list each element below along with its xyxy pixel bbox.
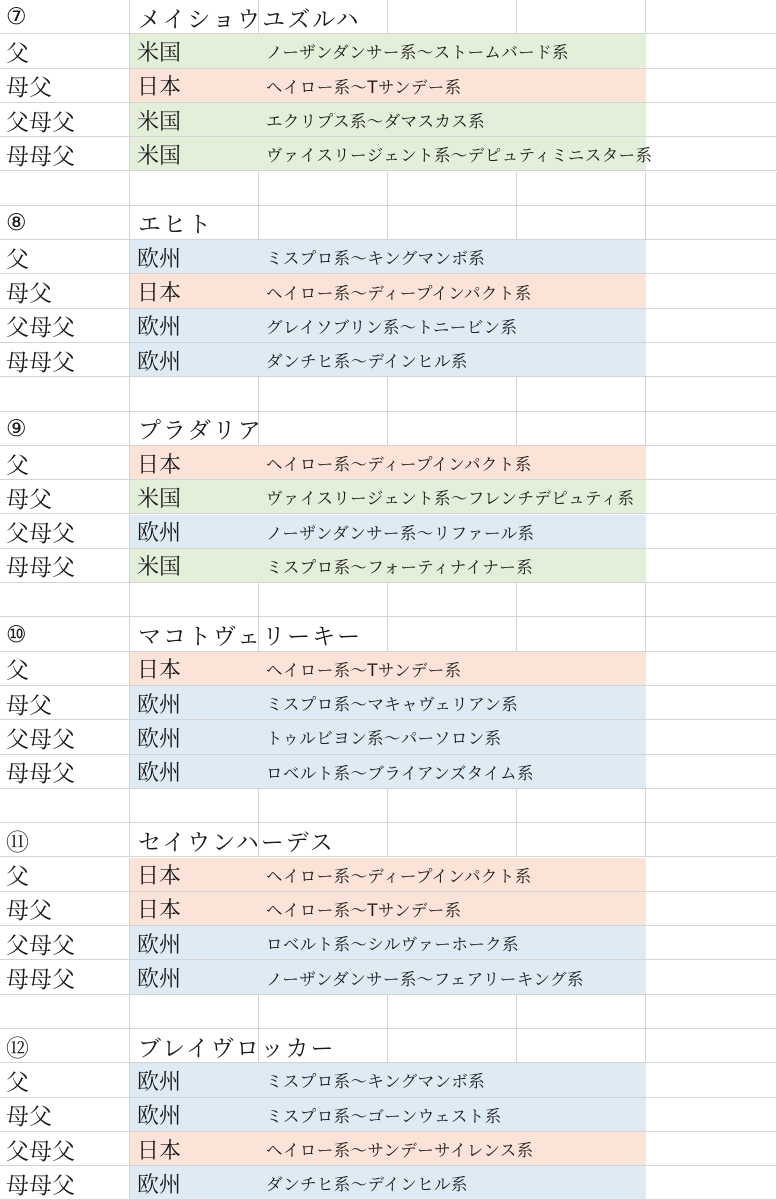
- pedigree-row: [0, 446, 777, 480]
- grid-cell[interactable]: [646, 172, 777, 206]
- grid-cell[interactable]: [388, 206, 517, 240]
- region-label: 欧州: [137, 1069, 182, 1095]
- region-label: 日本: [137, 281, 182, 307]
- region-label: 日本: [137, 658, 182, 684]
- grid-cell[interactable]: [517, 172, 646, 206]
- pedigree-role: 父母父: [6, 1138, 75, 1165]
- grid-cell[interactable]: [517, 206, 646, 240]
- grid-cell[interactable]: [646, 0, 777, 34]
- horse-number: ⑧: [6, 209, 27, 236]
- pedigree-row: [0, 858, 777, 892]
- region-label: 日本: [137, 452, 182, 478]
- pedigree-role: 父母父: [6, 521, 75, 548]
- pedigree-row: [0, 103, 777, 137]
- sire-line: ミスプロ系～キングマンボ系: [266, 249, 486, 269]
- grid-cell[interactable]: [646, 103, 777, 137]
- sire-line: ミスプロ系～ゴーンウェスト系: [266, 1106, 502, 1126]
- grid-cell[interactable]: [646, 1098, 777, 1132]
- grid-cell[interactable]: [130, 172, 259, 206]
- region-label: 欧州: [137, 692, 182, 718]
- region-label: 欧州: [137, 967, 182, 993]
- grid-cell[interactable]: [646, 1029, 777, 1063]
- grid-cell[interactable]: [130, 583, 259, 617]
- grid-cell[interactable]: [646, 960, 777, 994]
- region-label: 欧州: [137, 521, 182, 547]
- grid-cell[interactable]: [130, 995, 259, 1029]
- sire-line: ノーザンダンサー系～ストームバード系: [266, 43, 569, 63]
- pedigree-role: 母父: [6, 692, 52, 719]
- grid-cell[interactable]: [646, 34, 777, 68]
- grid-cell[interactable]: [517, 789, 646, 823]
- sire-line: ミスプロ系～キングマンボ系: [266, 1072, 486, 1092]
- grid-cell[interactable]: [259, 789, 388, 823]
- region-label: 日本: [137, 864, 182, 890]
- horse-number: ⑨: [6, 415, 27, 442]
- sire-line: ダンチヒ系～デインヒル系: [266, 1175, 468, 1195]
- grid-cell[interactable]: [646, 995, 777, 1029]
- horse-number: ⑩: [6, 621, 27, 648]
- grid-cell[interactable]: [646, 549, 777, 583]
- grid-cell[interactable]: [646, 377, 777, 411]
- blank-row: [0, 377, 777, 411]
- pedigree-row: [0, 755, 777, 789]
- grid-cell[interactable]: [646, 1132, 777, 1166]
- pedigree-role: 父: [6, 1069, 29, 1096]
- blank-row: [0, 172, 777, 206]
- sire-line: エクリプス系～ダマスカス系: [266, 112, 486, 132]
- grid-cell[interactable]: [646, 206, 777, 240]
- grid-cell[interactable]: [646, 617, 777, 651]
- region-label: 欧州: [137, 349, 182, 375]
- pedigree-row: [0, 69, 777, 103]
- pedigree-row: [0, 960, 777, 994]
- region-label: 欧州: [137, 315, 182, 341]
- pedigree-row: [0, 309, 777, 343]
- region-label: 米国: [137, 40, 182, 66]
- pedigree-role: 父: [6, 40, 29, 67]
- grid-cell[interactable]: [259, 172, 388, 206]
- horse-header-row: [0, 0, 777, 34]
- grid-cell[interactable]: [646, 823, 777, 857]
- grid-cell[interactable]: [0, 377, 130, 411]
- sire-line: ヘイロー系～Tサンデー系: [266, 660, 462, 680]
- sire-line: ロベルト系～ブライアンズタイム系: [266, 763, 534, 783]
- pedigree-role: 父母父: [6, 726, 75, 753]
- pedigree-row: [0, 549, 777, 583]
- pedigree-row: [0, 720, 777, 754]
- grid-cell[interactable]: [259, 583, 388, 617]
- horse-name: マコトヴェリーキー: [138, 624, 363, 651]
- region-label: 欧州: [137, 932, 182, 958]
- region-label: 欧州: [137, 726, 182, 752]
- grid-cell[interactable]: [646, 720, 777, 754]
- grid-cell[interactable]: [388, 823, 517, 857]
- grid-cell[interactable]: [646, 480, 777, 514]
- horse-number: ⑦: [6, 4, 27, 31]
- grid-cell[interactable]: [0, 995, 130, 1029]
- pedigree-role: 母父: [6, 1104, 52, 1131]
- grid-cell[interactable]: [259, 412, 388, 446]
- region-label: 日本: [137, 1138, 182, 1164]
- pedigree-row: [0, 652, 777, 686]
- grid-cell[interactable]: [517, 377, 646, 411]
- grid-cell[interactable]: [646, 412, 777, 446]
- pedigree-role: 母母父: [6, 555, 75, 582]
- region-label: 欧州: [137, 1172, 182, 1198]
- pedigree-role: 父: [6, 246, 29, 273]
- pedigree-role: 父母父: [6, 109, 75, 136]
- grid-cell[interactable]: [130, 377, 259, 411]
- pedigree-role: 父: [6, 658, 29, 685]
- sire-line: ノーザンダンサー系～リファール系: [266, 523, 535, 543]
- pedigree-row: [0, 515, 777, 549]
- sire-line: ミスプロ系～マキャヴェリアン系: [266, 695, 519, 715]
- pedigree-role: 母母父: [6, 967, 75, 994]
- horse-header-row: [0, 206, 777, 240]
- horse-name: プラダリア: [138, 418, 263, 445]
- grid-cell[interactable]: [259, 206, 388, 240]
- grid-cell[interactable]: [0, 583, 130, 617]
- grid-cell[interactable]: [0, 172, 130, 206]
- sire-line: ヘイロー系～Tサンデー系: [266, 900, 462, 920]
- grid-cell[interactable]: [388, 617, 517, 651]
- horse-header-row: [0, 412, 777, 446]
- grid-cell[interactable]: [646, 1063, 777, 1097]
- grid-cell[interactable]: [517, 583, 646, 617]
- grid-cell[interactable]: [0, 789, 130, 823]
- grid-cell[interactable]: [646, 69, 777, 103]
- pedigree-role: 母父: [6, 486, 52, 513]
- grid-cell[interactable]: [646, 892, 777, 926]
- pedigree-row: [0, 1063, 777, 1097]
- pedigree-row: [0, 480, 777, 514]
- sire-line: ヘイロー系～ディープインパクト系: [266, 455, 532, 475]
- pedigree-role: 母父: [6, 898, 52, 925]
- horse-header-row: [0, 617, 777, 651]
- grid-cell[interactable]: [646, 515, 777, 549]
- sire-line: ヘイロー系～ディープインパクト系: [266, 866, 532, 886]
- pedigree-row: [0, 1166, 777, 1200]
- grid-cell[interactable]: [517, 412, 646, 446]
- grid-cell[interactable]: [388, 377, 517, 411]
- sire-line: ダンチヒ系～デインヒル系: [266, 352, 468, 372]
- blank-row: [0, 789, 777, 823]
- grid-cell[interactable]: [130, 789, 259, 823]
- sire-line: グレイソブリン系～トニービン系: [266, 317, 518, 337]
- grid-cell[interactable]: [517, 823, 646, 857]
- pedigree-row: [0, 1098, 777, 1132]
- sire-line: トゥルビヨン系～パーソロン系: [266, 729, 502, 749]
- pedigree-role: 母母父: [6, 349, 75, 376]
- grid-cell[interactable]: [517, 995, 646, 1029]
- grid-cell[interactable]: [517, 1029, 646, 1063]
- pedigree-row: [0, 343, 777, 377]
- grid-cell[interactable]: [646, 686, 777, 720]
- pedigree-row: [0, 686, 777, 720]
- pedigree-role: 母母父: [6, 1172, 75, 1199]
- pedigree-role: 父: [6, 864, 29, 891]
- region-label: 欧州: [137, 761, 182, 787]
- region-label: 米国: [137, 109, 182, 135]
- grid-cell[interactable]: [646, 926, 777, 960]
- grid-cell[interactable]: [388, 789, 517, 823]
- grid-cell[interactable]: [646, 789, 777, 823]
- grid-cell[interactable]: [388, 995, 517, 1029]
- blank-row: [0, 583, 777, 617]
- pedigree-role: 母母父: [6, 143, 75, 170]
- grid-cell[interactable]: [259, 995, 388, 1029]
- region-label: 欧州: [137, 246, 182, 272]
- grid-cell[interactable]: [646, 1166, 777, 1200]
- grid-cell[interactable]: [646, 240, 777, 274]
- grid-cell[interactable]: [388, 1029, 517, 1063]
- pedigree-row: [0, 240, 777, 274]
- grid-cell[interactable]: [646, 343, 777, 377]
- region-label: 欧州: [137, 1104, 182, 1130]
- grid-cell[interactable]: [646, 274, 777, 308]
- region-label: 日本: [137, 898, 182, 924]
- grid-cell[interactable]: [646, 652, 777, 686]
- pedigree-row: [0, 1132, 777, 1166]
- pedigree-role: 父母父: [6, 315, 75, 342]
- grid-cell[interactable]: [517, 617, 646, 651]
- horse-name: エヒト: [138, 212, 213, 239]
- horse-name: セイウンハーデス: [138, 829, 335, 856]
- pedigree-role: 母父: [6, 281, 52, 308]
- region-label: 米国: [137, 486, 182, 512]
- horse-name: ブレイヴロッカー: [138, 1035, 336, 1062]
- grid-cell[interactable]: [259, 377, 388, 411]
- sire-line: ノーザンダンサー系～フェアリーキング系: [266, 969, 584, 989]
- pedigree-row: [0, 34, 777, 68]
- grid-cell[interactable]: [517, 0, 646, 34]
- pedigree-row: [0, 926, 777, 960]
- grid-cell[interactable]: [646, 858, 777, 892]
- pedigree-role: 父母父: [6, 932, 75, 959]
- sire-line: ロベルト系～シルヴァーホーク系: [266, 935, 519, 955]
- pedigree-role: 母母父: [6, 761, 75, 788]
- grid-cell[interactable]: [388, 172, 517, 206]
- region-label: 米国: [137, 555, 182, 581]
- pedigree-row: [0, 892, 777, 926]
- sire-line: ヴァイスリージェント系～フレンチデピュティ系: [266, 489, 635, 509]
- grid-cell[interactable]: [388, 0, 517, 34]
- sire-line: ヘイロー系～サンデーサイレンス系: [266, 1141, 534, 1161]
- grid-cell[interactable]: [646, 755, 777, 789]
- horse-header-row: [0, 1029, 777, 1063]
- pedigree-role: 父: [6, 452, 29, 479]
- region-label: 日本: [137, 75, 182, 101]
- pedigree-role: 母父: [6, 75, 52, 102]
- horse-number: ⑪: [6, 829, 29, 856]
- pedigree-row: [0, 274, 777, 308]
- blank-row: [0, 995, 777, 1029]
- region-label: 米国: [137, 143, 182, 169]
- horse-name: メイショウユズルハ: [138, 6, 361, 33]
- sire-line: ミスプロ系～フォーティナイナー系: [266, 557, 534, 577]
- pedigree-row: [0, 137, 777, 171]
- grid-cell[interactable]: [646, 309, 777, 343]
- horse-number: ⑫: [6, 1035, 29, 1062]
- sire-line: ヘイロー系～ディープインパクト系: [266, 283, 532, 303]
- grid-cell[interactable]: [388, 583, 517, 617]
- horse-header-row: [0, 823, 777, 857]
- grid-cell[interactable]: [646, 137, 777, 171]
- grid-cell[interactable]: [388, 412, 517, 446]
- sire-line: ヘイロー系～Tサンデー系: [266, 77, 462, 97]
- sire-line: ヴァイスリージェント系～デピュティミニスター系: [266, 146, 653, 166]
- grid-cell[interactable]: [646, 446, 777, 480]
- grid-cell[interactable]: [646, 583, 777, 617]
